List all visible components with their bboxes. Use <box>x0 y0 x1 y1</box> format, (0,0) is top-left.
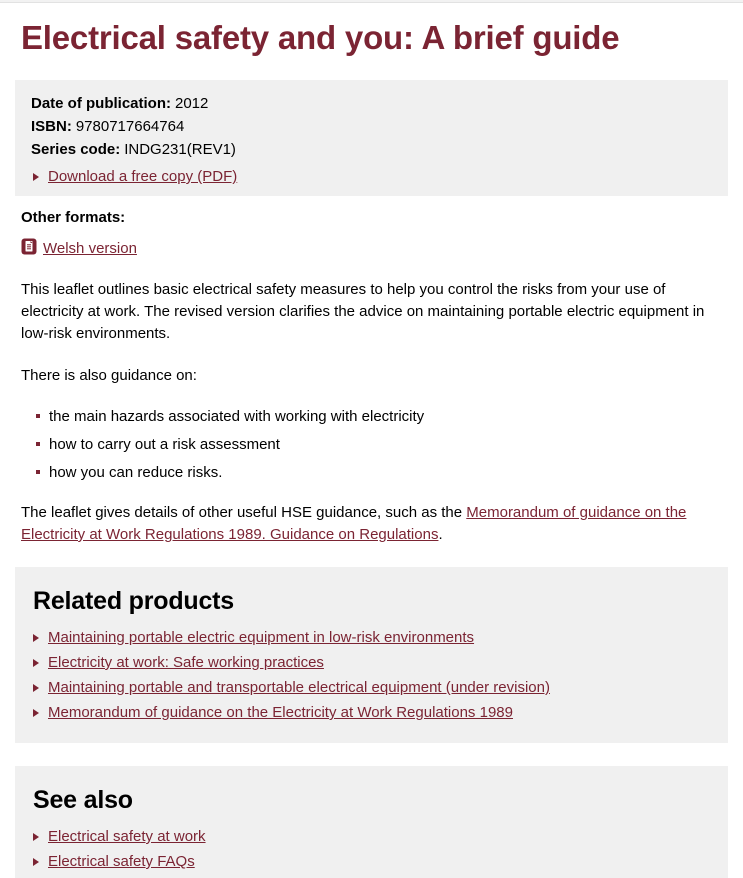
series-code-value: INDG231(REV1) <box>124 141 236 158</box>
isbn-row <box>31 115 712 138</box>
related-product-link-low-risk[interactable]: Maintaining portable electric equipment in low-risk environments <box>48 629 475 646</box>
arrow-right-icon <box>33 173 39 181</box>
list-item <box>31 655 712 671</box>
related-product-link-memorandum[interactable]: Memorandum of guidance on the Electricity at Work Regulations 1989 <box>48 704 513 721</box>
list-item <box>21 408 722 426</box>
download-pdf-link[interactable]: Download a free copy (PDF) <box>48 168 238 185</box>
arrow-right-icon <box>33 634 39 642</box>
closing-paragraph-suffix: . <box>438 526 443 543</box>
arrow-right-icon <box>33 858 39 866</box>
square-bullet-icon <box>36 414 40 418</box>
list-item-text: how to carry out a risk assessment <box>49 436 280 453</box>
see-also-link-safety-at-work[interactable]: Electrical safety at work <box>48 828 206 845</box>
download-row <box>31 168 712 185</box>
list-item-text: how you can reduce risks. <box>49 464 223 481</box>
welsh-version-row <box>21 238 722 259</box>
arrow-right-icon <box>33 833 39 841</box>
header-bottom-strip <box>0 0 743 3</box>
arrow-right-icon <box>33 684 39 692</box>
list-item <box>31 854 712 870</box>
list-item-text: the main hazards associated with working with electricity <box>49 408 425 425</box>
intro-paragraph: This leaflet outlines basic electrical safety measures to help you control the risks from your use of electricity at work. The revised version clarifies the advice on maintaining portable electric equipment in low-risk environments. <box>21 281 705 342</box>
publication-date-label: Date of publication: <box>31 95 171 112</box>
publication-details-panel <box>15 80 728 196</box>
publication-date-value: 2012 <box>175 95 209 112</box>
page-title: Electrical safety and you: A brief guide <box>21 19 620 56</box>
list-item <box>31 680 712 696</box>
closing-paragraph-prefix: The leaflet gives details of other useful HSE guidance, such as the <box>21 504 467 521</box>
square-bullet-icon <box>36 470 40 474</box>
arrow-right-icon <box>33 659 39 667</box>
list-item <box>21 436 722 454</box>
list-item <box>31 829 712 845</box>
see-also-heading: See also <box>33 786 133 814</box>
document-icon <box>21 238 37 259</box>
see-also-panel <box>15 766 728 878</box>
welsh-version-link[interactable]: Welsh version <box>43 240 137 257</box>
list-item <box>31 630 712 646</box>
isbn-label: ISBN: <box>31 118 72 135</box>
square-bullet-icon <box>36 442 40 446</box>
see-also-link-faqs[interactable]: Electrical safety FAQs <box>48 853 195 870</box>
related-product-link-transportable[interactable]: Maintaining portable and transportable electrical equipment (under revision) <box>48 679 550 696</box>
see-also-list <box>31 829 712 870</box>
closing-paragraph <box>21 502 722 546</box>
related-product-link-safe-working[interactable]: Electricity at work: Safe working practices <box>48 654 324 671</box>
list-item <box>31 705 712 721</box>
series-code-label: Series code: <box>31 141 121 158</box>
guidance-intro-text: There is also guidance on: <box>21 367 197 384</box>
series-code-row <box>31 138 712 161</box>
publication-date-row <box>31 92 712 115</box>
related-products-panel <box>15 567 728 743</box>
other-formats-heading: Other formats: <box>21 209 126 226</box>
related-products-heading: Related products <box>33 587 234 615</box>
guidance-bullet-list <box>21 408 722 482</box>
arrow-right-icon <box>33 709 39 717</box>
list-item <box>21 464 722 482</box>
memorandum-guidance-link[interactable]: Memorandum of guidance on the Electricity at Work Regulations 1989. Guidance on Regulations <box>21 504 687 543</box>
isbn-value: 9780717664764 <box>75 118 185 135</box>
related-products-list <box>31 630 712 721</box>
